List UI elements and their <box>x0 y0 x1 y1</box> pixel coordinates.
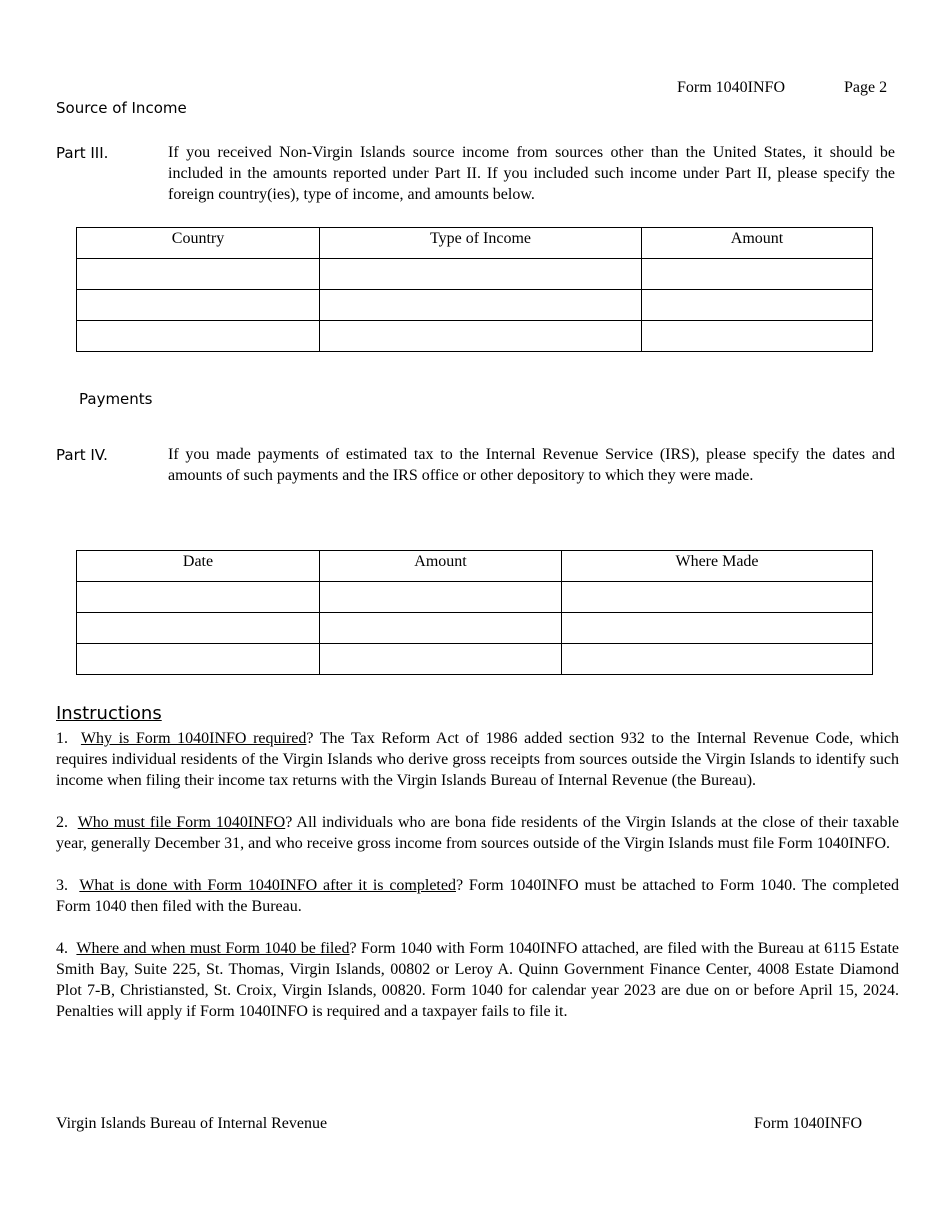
footer-form-name: Form 1040INFO <box>754 1115 863 1132</box>
page-number: Page 2 <box>844 79 888 96</box>
form-name-header: Form 1040INFO <box>677 79 786 96</box>
amount-cell[interactable] <box>642 290 873 321</box>
item-question: Who must file Form 1040INFO <box>77 814 286 831</box>
table-row <box>77 290 873 321</box>
instructions-heading: Instructions <box>56 703 162 724</box>
payments-heading: Payments <box>79 390 153 408</box>
part-iii-label: Part III. <box>56 144 109 162</box>
item-answer: ? The Tax Reform Act of 1986 added section 932 to the Internal Revenue Code, which requires individual residents of the Virgin Islands who derive gross receipts from sources outside the Virgin Islands to identify such income when filing their income tax returns with the Virgin Islands Bureau of Internal Revenue (the Bureau). <box>56 730 899 789</box>
column-header: Date <box>77 551 320 582</box>
amount-cell[interactable] <box>642 321 873 352</box>
table-row <box>77 321 873 352</box>
item-question: Why is Form 1040INFO required <box>80 730 307 747</box>
where-made-cell[interactable] <box>562 613 873 644</box>
instruction-item <box>56 812 899 854</box>
column-header: Amount <box>320 551 562 582</box>
instructions-list <box>56 728 899 1022</box>
where-made-cell[interactable] <box>562 644 873 675</box>
column-header: Type of Income <box>320 228 642 259</box>
amount-cell[interactable] <box>642 259 873 290</box>
column-header: Country <box>77 228 320 259</box>
item-answer: ? Form 1040 with Form 1040INFO attached, are filed with the Bureau at 6115 Estate Smith Bay, Suite 225, St. Thomas, Virgin Islands, 00802 or Leroy A. Quinn Government Finance Center, 4008 Estate Diamond Plot 7-B, Christiansted, St. Croix, Virgin Islands, 00820. Form 1040 for calendar year 2023 are due on or before April 15, 2024. Penalties will apply if Form 1040INFO is required and a taxpayer fails to file it. <box>56 940 899 1020</box>
table-row <box>77 582 873 613</box>
foreign-income-table <box>76 227 873 352</box>
item-answer: ? Form 1040INFO must be attached to Form 1040. The completed Form 1040 then filed with the Bureau. <box>56 877 899 915</box>
source-of-income-heading: Source of Income <box>56 99 187 117</box>
income-type-cell[interactable] <box>320 259 642 290</box>
item-number: 1. <box>56 730 68 747</box>
part-iii-text: If you received Non-Virgin Islands source income from sources other than the United States, it should be included in the amounts reported under Part II. If you included such income under Part II, please specify the foreign country(ies), type of income, and amounts below. <box>168 144 895 203</box>
where-made-cell[interactable] <box>562 582 873 613</box>
country-cell[interactable] <box>77 259 320 290</box>
date-cell[interactable] <box>77 582 320 613</box>
country-cell[interactable] <box>77 321 320 352</box>
date-cell[interactable] <box>77 613 320 644</box>
item-answer: ? All individuals who are bona fide residents of the Virgin Islands at the close of their taxable year, generally December 31, and who receive gross income from sources outside of the Virgin Islands must file Form 1040INFO. <box>56 814 900 852</box>
part-iv-text: If you made payments of estimated tax to the Internal Revenue Service (IRS), please specify the dates and amounts of such payments and the IRS office or other depository to which they were made. <box>168 446 895 484</box>
item-number: 2. <box>56 814 68 831</box>
table-row <box>77 613 873 644</box>
instruction-item <box>56 728 899 791</box>
amount-cell[interactable] <box>320 613 562 644</box>
income-type-cell[interactable] <box>320 321 642 352</box>
instruction-item <box>56 938 899 1022</box>
item-number: 4. <box>56 940 68 957</box>
table-row <box>77 259 873 290</box>
amount-cell[interactable] <box>320 582 562 613</box>
part-iv-label: Part IV. <box>56 446 108 464</box>
date-cell[interactable] <box>77 644 320 675</box>
payments-table <box>76 550 873 675</box>
column-header: Amount <box>642 228 873 259</box>
item-question: What is done with Form 1040INFO after it is completed <box>79 877 456 894</box>
income-type-cell[interactable] <box>320 290 642 321</box>
table-row <box>77 644 873 675</box>
amount-cell[interactable] <box>320 644 562 675</box>
country-cell[interactable] <box>77 290 320 321</box>
table-header-row <box>77 228 873 259</box>
instruction-item <box>56 875 899 917</box>
item-number: 3. <box>56 877 68 894</box>
column-header: Where Made <box>562 551 873 582</box>
table-header-row <box>77 551 873 582</box>
item-question: Where and when must Form 1040 be filed <box>76 940 350 957</box>
footer-agency: Virgin Islands Bureau of Internal Revenue <box>56 1115 328 1132</box>
